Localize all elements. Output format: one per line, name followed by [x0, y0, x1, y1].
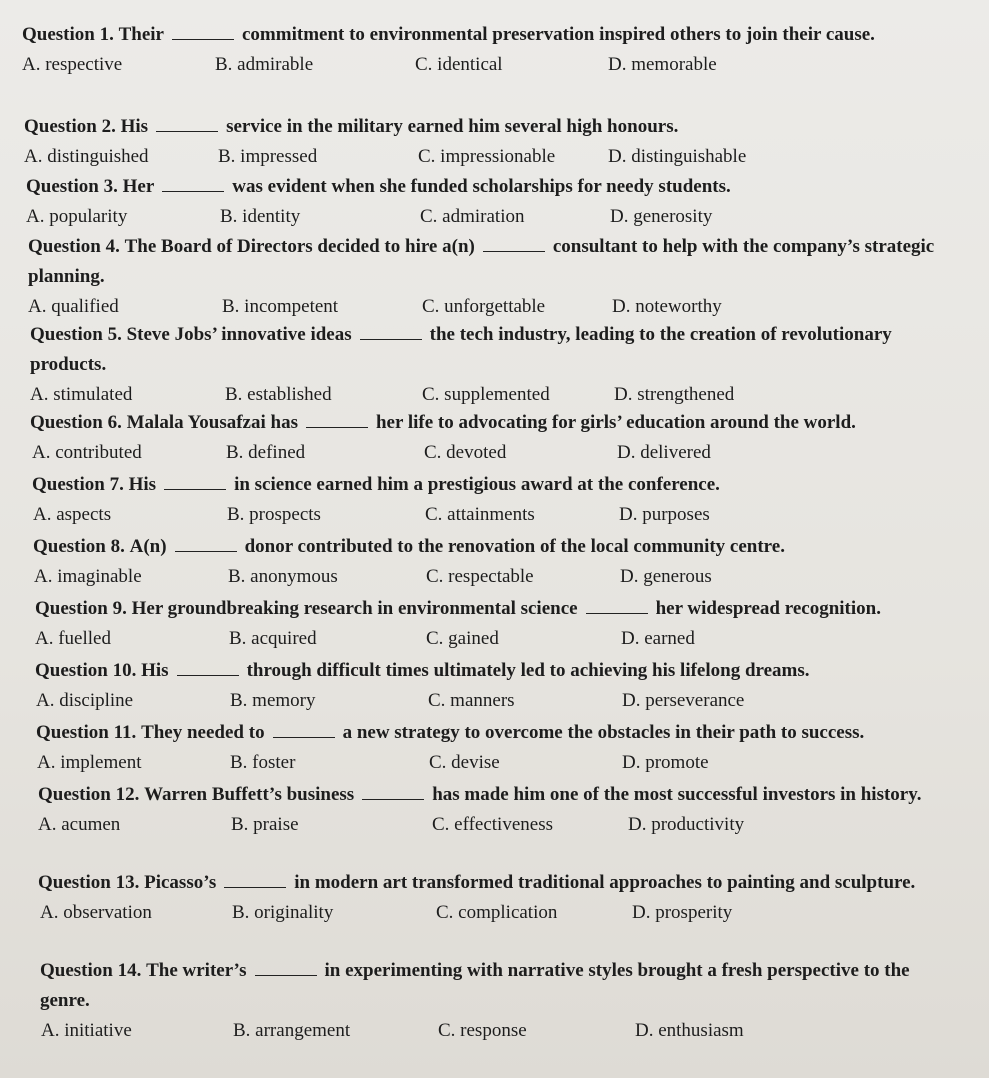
question-5 [0, 320, 989, 412]
answer-blank [164, 475, 226, 490]
stem-before-blank: Malala Yousafzai has [126, 412, 298, 433]
answer-option-d: D. promote [622, 752, 709, 773]
question-10 [0, 656, 989, 718]
answer-blank [362, 785, 424, 800]
stem-before-blank: The Board of Directors decided to hire a(n) [124, 236, 475, 257]
answer-blank [360, 325, 422, 340]
answer-options [0, 748, 989, 780]
answer-blank [306, 413, 368, 428]
answer-options [0, 686, 989, 718]
answer-option-d: D. distinguishable [608, 146, 747, 167]
answer-option-a: A. popularity [26, 206, 128, 227]
question-stem [0, 532, 989, 562]
answer-option-b: B. praise [231, 814, 299, 835]
answer-blank [255, 961, 317, 976]
answer-option-a: A. observation [40, 902, 152, 923]
stem-after-blank: the tech industry, leading to the creation of revolutionary products. [30, 324, 892, 375]
answer-option-b: B. defined [226, 442, 306, 463]
answer-option-c: C. response [438, 1020, 527, 1041]
question-4 [0, 232, 989, 324]
answer-option-b: B. foster [230, 752, 296, 773]
question-14 [0, 956, 989, 1048]
answer-option-c: C. impressionable [418, 146, 556, 167]
answer-option-a: A. discipline [36, 690, 134, 711]
answer-option-c: C. gained [426, 628, 499, 649]
answer-option-d: D. productivity [628, 814, 745, 835]
question-stem [0, 470, 989, 500]
question-2 [0, 112, 989, 174]
stem-after-blank: a new strategy to overcome the obstacles in their path to success. [342, 722, 865, 743]
answer-option-c: C. identical [415, 54, 503, 75]
stem-after-blank: consultant to help with the company’s strategic planning. [28, 236, 935, 287]
stem-before-blank: Warren Buffett’s business [144, 784, 355, 805]
answer-option-a: A. acumen [38, 814, 121, 835]
answer-option-d: D. noteworthy [612, 296, 722, 317]
question-9 [0, 594, 989, 656]
answer-option-c: C. manners [428, 690, 515, 711]
answer-option-a: A. stimulated [30, 384, 133, 405]
answer-option-c: C. unforgettable [422, 296, 546, 317]
answer-option-b: B. established [225, 384, 332, 405]
question-11 [0, 718, 989, 780]
answer-option-a: A. contributed [32, 442, 142, 463]
question-number: Question 5. [30, 324, 122, 345]
answer-option-b: B. memory [230, 690, 316, 711]
answer-options [0, 810, 989, 842]
answer-blank [483, 237, 545, 252]
stem-after-blank: her life to advocating for girls’ education around the world. [375, 412, 856, 433]
answer-option-c: C. supplemented [422, 384, 550, 405]
stem-after-blank: through difficult times ultimately led to achieving his lifelong dreams. [246, 660, 810, 681]
answer-option-d: D. purposes [619, 504, 710, 525]
answer-option-a: A. aspects [33, 504, 112, 525]
question-stem [0, 656, 989, 686]
stem-before-blank: A(n) [129, 536, 167, 557]
stem-before-blank: His [120, 116, 149, 137]
question-number: Question 8. [33, 536, 125, 557]
answer-option-d: D. prosperity [632, 902, 733, 923]
question-number: Question 14. [40, 960, 142, 981]
answer-option-d: D. memorable [608, 54, 717, 75]
answer-options [0, 624, 989, 656]
answer-option-b: B. arrangement [233, 1020, 351, 1041]
answer-options [0, 202, 989, 234]
question-8 [0, 532, 989, 594]
answer-option-b: B. prospects [227, 504, 321, 525]
answer-option-b: B. acquired [229, 628, 317, 649]
answer-option-d: D. delivered [617, 442, 711, 463]
answer-option-a: A. qualified [28, 296, 119, 317]
answer-options [0, 1016, 989, 1048]
stem-before-blank: They needed to [141, 722, 265, 743]
stem-before-blank: The writer’s [146, 960, 247, 981]
stem-before-blank: His [128, 474, 157, 495]
question-13 [0, 868, 989, 930]
answer-options [0, 438, 989, 470]
answer-option-d: D. generous [620, 566, 712, 587]
stem-before-blank: Her [122, 176, 155, 197]
stem-after-blank: was evident when she funded scholarships for needy students. [232, 176, 731, 197]
question-stem [0, 408, 989, 438]
stem-after-blank: has made him one of the most successful investors in history. [432, 784, 922, 805]
answer-option-b: B. admirable [215, 54, 314, 75]
answer-option-a: A. implement [37, 752, 142, 773]
question-stem [0, 20, 989, 50]
question-number: Question 9. [35, 598, 127, 619]
answer-option-c: C. attainments [425, 504, 535, 525]
question-number: Question 10. [35, 660, 137, 681]
question-number: Question 1. [22, 24, 114, 45]
question-stem [0, 172, 989, 202]
answer-options [0, 898, 989, 930]
answer-option-a: A. respective [22, 54, 123, 75]
answer-blank [162, 177, 224, 192]
question-12 [0, 780, 989, 842]
question-stem [0, 780, 989, 810]
answer-option-b: B. anonymous [228, 566, 338, 587]
answer-option-c: C. admiration [420, 206, 525, 227]
question-number: Question 12. [38, 784, 140, 805]
answer-options [0, 562, 989, 594]
question-stem [0, 112, 989, 142]
question-6 [0, 408, 989, 470]
answer-blank [156, 117, 218, 132]
stem-after-blank: donor contributed to the renovation of the local community centre. [244, 536, 785, 557]
answer-option-a: A. fuelled [35, 628, 111, 649]
question-stem [0, 232, 989, 292]
question-stem [0, 868, 989, 898]
question-number: Question 7. [32, 474, 124, 495]
answer-blank [177, 661, 239, 676]
answer-option-c: C. complication [436, 902, 558, 923]
answer-options [0, 500, 989, 532]
question-number: Question 3. [26, 176, 118, 197]
stem-before-blank: Picasso’s [144, 872, 217, 893]
stem-before-blank: Steve Jobs’ innovative ideas [126, 324, 352, 345]
stem-before-blank: His [141, 660, 169, 681]
stem-after-blank: in science earned him a prestigious award at the conference. [234, 474, 720, 495]
answer-option-c: C. devise [429, 752, 500, 773]
answer-option-d: D. generosity [610, 206, 713, 227]
question-number: Question 4. [28, 236, 120, 257]
question-stem [0, 594, 989, 624]
stem-before-blank: Their [118, 24, 164, 45]
stem-after-blank: her widespread recognition. [655, 598, 881, 619]
question-3 [0, 172, 989, 234]
answer-option-b: B. identity [220, 206, 301, 227]
answer-blank [273, 723, 335, 738]
question-number: Question 6. [30, 412, 122, 433]
question-stem [0, 718, 989, 748]
answer-blank [175, 537, 237, 552]
answer-options [0, 50, 989, 82]
question-stem [0, 320, 989, 380]
answer-option-b: B. impressed [218, 146, 318, 167]
answer-option-d: D. enthusiasm [635, 1020, 744, 1041]
answer-blank [224, 873, 286, 888]
answer-option-c: C. respectable [426, 566, 534, 587]
answer-option-d: D. perseverance [622, 690, 745, 711]
question-1 [0, 20, 989, 82]
answer-blank [586, 599, 648, 614]
question-7 [0, 470, 989, 532]
stem-after-blank: service in the military earned him several high honours. [226, 116, 679, 137]
answer-option-d: D. strengthened [614, 384, 735, 405]
stem-before-blank: Her groundbreaking research in environmental science [131, 598, 578, 619]
answer-option-a: A. imaginable [34, 566, 142, 587]
answer-option-b: B. incompetent [222, 296, 339, 317]
stem-after-blank: in experimenting with narrative styles brought a fresh perspective to the genre. [40, 960, 910, 1011]
answer-options [0, 142, 989, 174]
question-number: Question 11. [36, 722, 137, 743]
question-number: Question 13. [38, 872, 140, 893]
answer-option-a: A. initiative [41, 1020, 132, 1041]
stem-after-blank: commitment to environmental preservation inspired others to join their cause. [242, 24, 875, 45]
question-stem [0, 956, 989, 1016]
answer-option-c: C. devoted [424, 442, 507, 463]
answer-option-a: A. distinguished [24, 146, 149, 167]
answer-option-d: D. earned [621, 628, 695, 649]
stem-after-blank: in modern art transformed traditional approaches to painting and sculpture. [294, 872, 916, 893]
answer-blank [172, 25, 234, 40]
answer-option-b: B. originality [232, 902, 334, 923]
question-number: Question 2. [24, 116, 116, 137]
answer-option-c: C. effectiveness [432, 814, 553, 835]
